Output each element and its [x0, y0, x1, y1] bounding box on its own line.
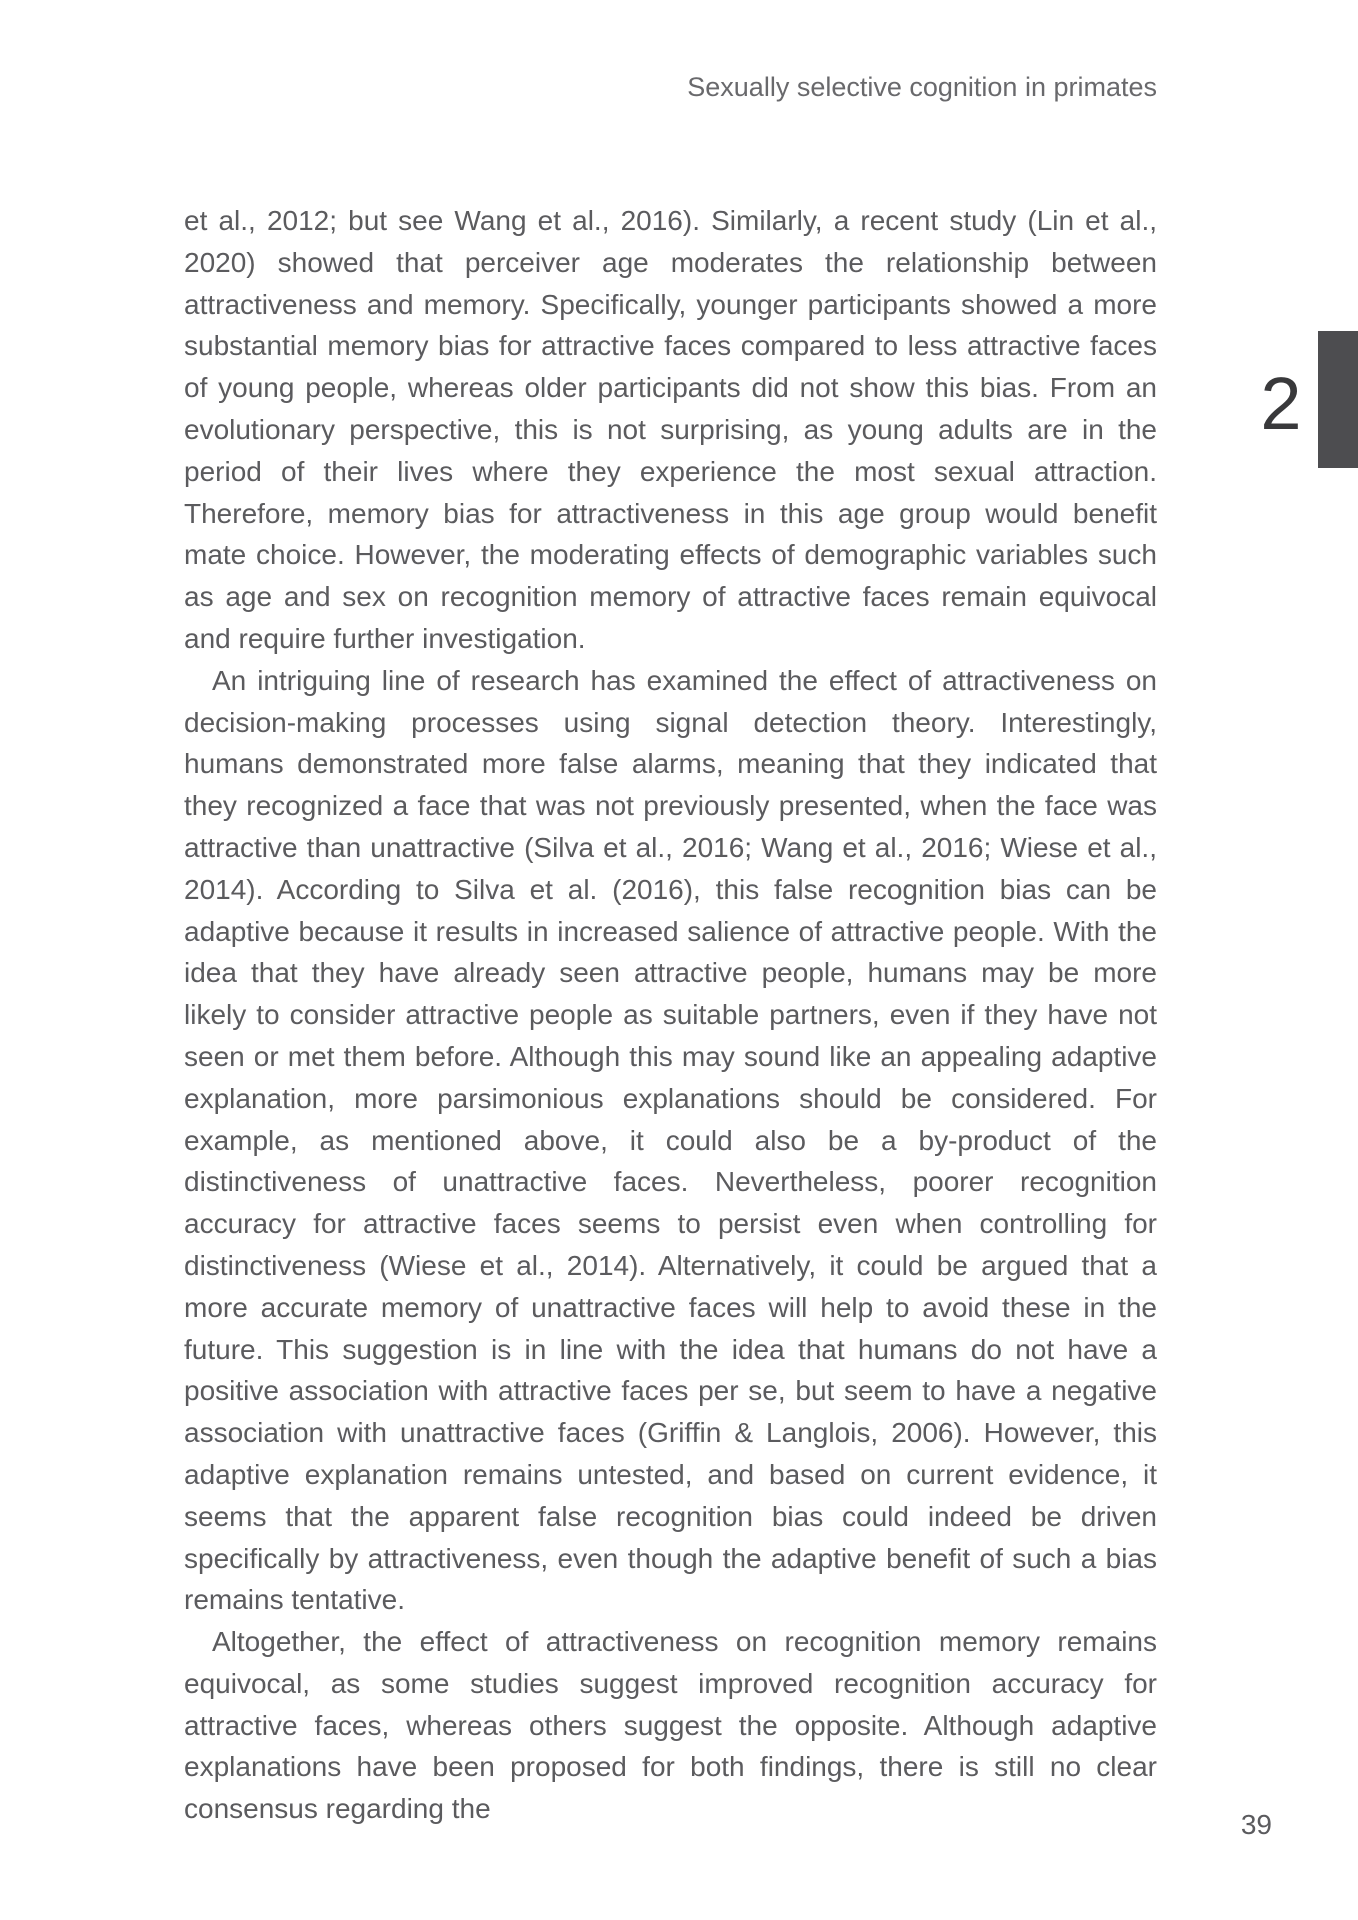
- chapter-number: 2: [1260, 362, 1302, 445]
- paragraph: Altogether, the effect of attractiveness on recognition memory remains equivocal, as some studies suggest improved recognition accuracy for attractive faces, whereas others suggest the opposite. Although adaptive explanations have been proposed for both findings, there is still no clear consensus regarding the: [184, 1626, 1157, 1825]
- running-title: Sexually selective cognition in primates: [687, 72, 1157, 102]
- body-text: [184, 200, 1157, 1830]
- chapter-tab: [1318, 331, 1358, 468]
- running-header: [184, 70, 1157, 104]
- paragraph: An intriguing line of research has examined the effect of attractiveness on decision-making processes using signal detection theory. Interestingly, humans demonstrated more false alarms, meaning that they indicated that they recognized a face that was not previously presented, when the face was attractive than unattractive (Silva et al., 2016; Wang et al., 2016; Wiese et al., 2014). According to Silva et al. (2016), this false recognition bias can be adaptive because it results in increased salience of attractive people. With the idea that they have already seen attractive people, humans may be more likely to consider attractive people as suitable partners, even if they have not seen or met them before. Although this may sound like an appealing adaptive explanation, more parsimonious explanations should be considered. For example, as mentioned above, it could also be a by-product of the distinctiveness of unattractive faces. Nevertheless, poorer recognition accuracy for attractive faces seems to persist even when controlling for distinctiveness (Wiese et al., 2014). Alternatively, it could be argued that a more accurate memory of unattractive faces will help to avoid these in the future. This suggestion is in line with the idea that humans do not have a positive association with attractive faces per se, but seem to have a negative association with unattractive faces (Griffin & Langlois, 2006). However, this adaptive explanation remains untested, and based on current evidence, it seems that the apparent false recognition bias could indeed be driven specifically by attractiveness, even though the adaptive benefit of such a bias remains tentative.: [184, 664, 1157, 1616]
- paragraph-continuation: et al., 2012; but see Wang et al., 2016). Similarly, a recent study (Lin et al., 2020) showed that perceiver age moderates the relationship between attractiveness and memory. Specifically, younger participants showed a more substantial memory bias for attractive faces compared to less attractive faces of young people, whereas older participants did not show this bias. From an evolutionary perspective, this is not surprising, as young adults are in the period of their lives where they experience the most sexual attraction. Therefore, memory bias for attractiveness in this age group would benefit mate choice. However, the moderating effects of demographic variables such as age and sex on recognition memory of attractive faces remain equivocal and require further investigation.: [184, 205, 1157, 654]
- page-number: 39: [1240, 1809, 1272, 1840]
